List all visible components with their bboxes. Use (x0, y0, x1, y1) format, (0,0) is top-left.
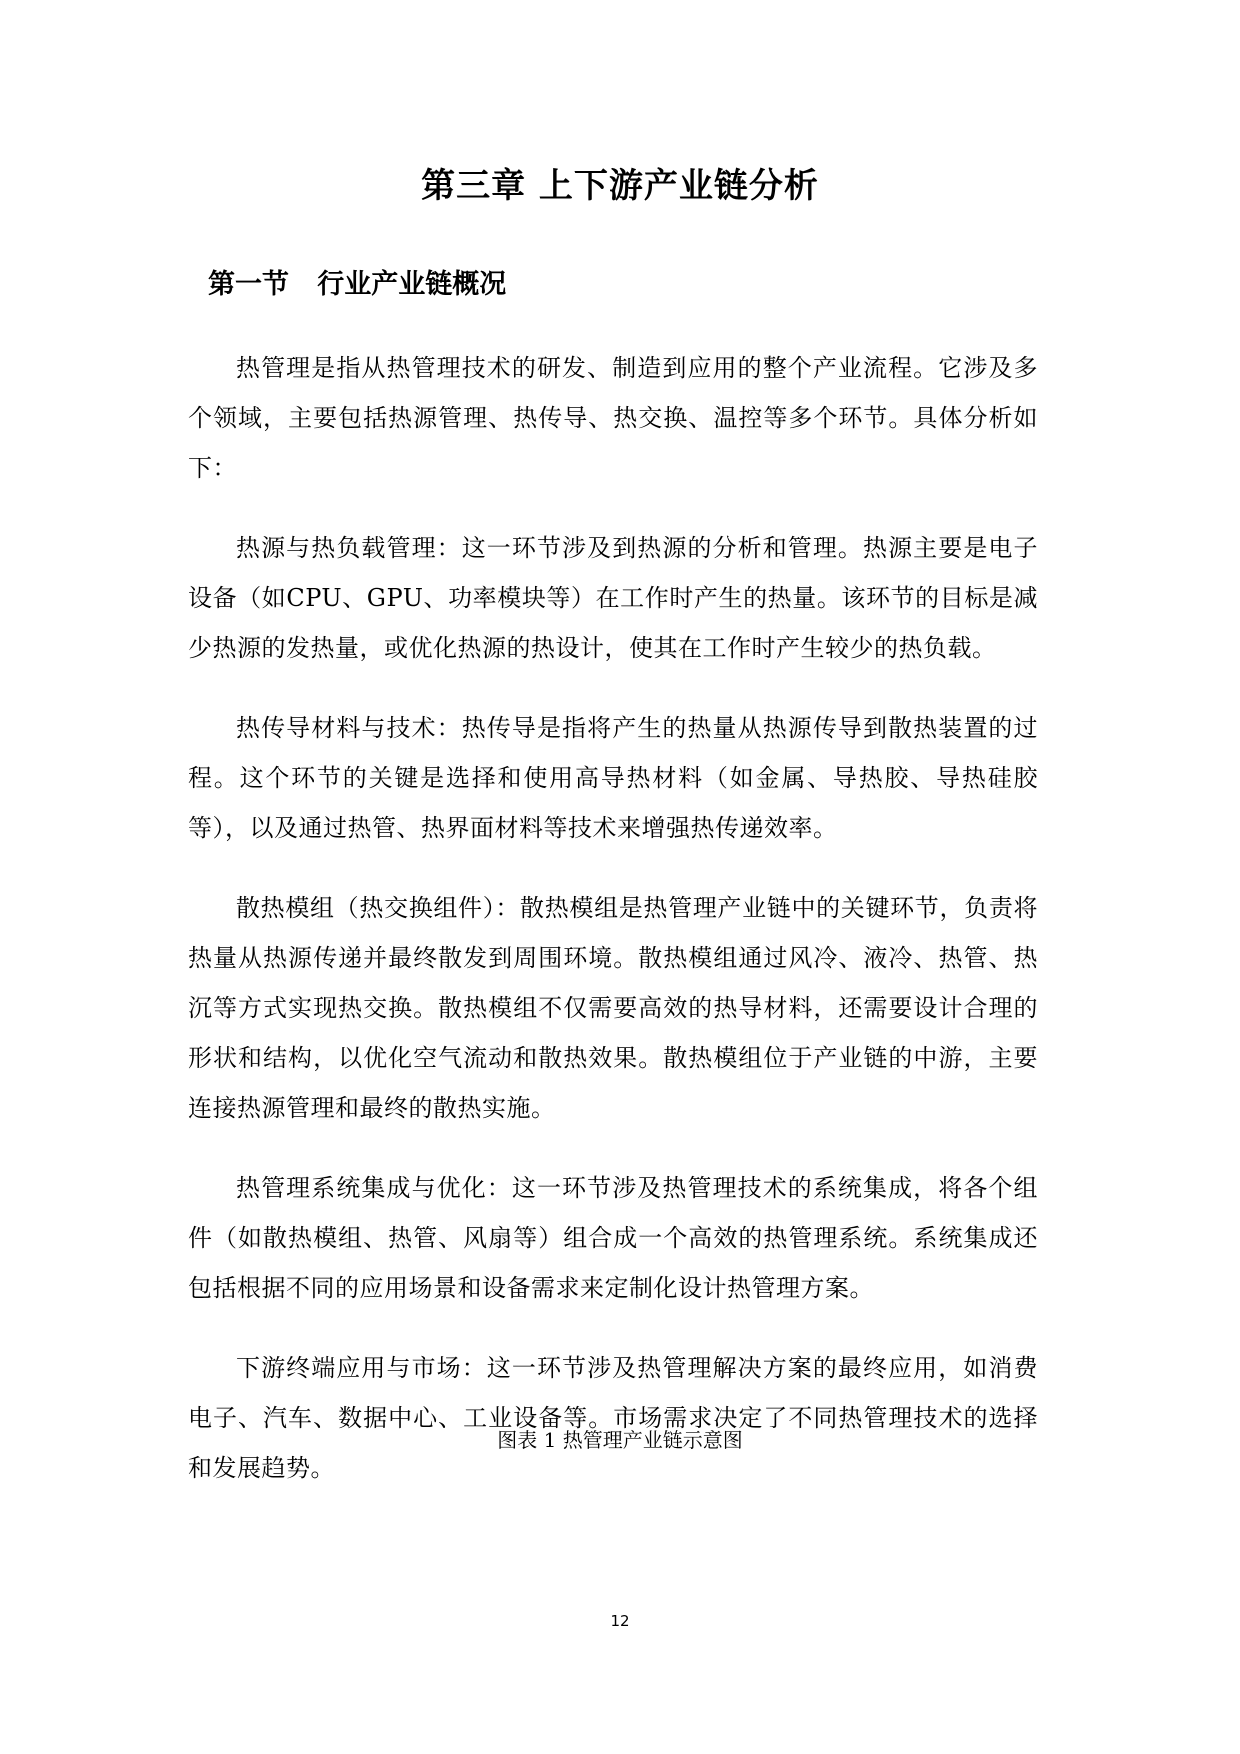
paragraph-heat-conduction: 热传导材料与技术：热传导是指将产生的热量从热源传导到散热装置的过程。这个环节的关键是选择和使用高导热材料（如金属、导热胶、导热硅胶等），以及通过热管、热界面材料等技术来增强热传递效率。 (188, 714, 1038, 842)
chapter-title: 第三章 上下游产业链分析 (421, 166, 819, 206)
paragraph-heat-dissipation-module: 散热模组（热交换组件）：散热模组是热管理产业链中的关键环节，负责将热量从热源传递并最终散发到周围环境。散热模组通过风冷、液冷、热管、热沉等方式实现热交换。散热模组不仅需要高效的热导材料，还需要设计合理的形状和结构，以优化空气流动和散热效果。散热模组位于产业链的中游，主要连接热源管理和最终的散热实施。 (188, 894, 1038, 1122)
paragraph-system-integration: 热管理系统集成与优化：这一环节涉及热管理技术的系统集成，将各个组件（如散热模组、热管、风扇等）组合成一个高效的热管理系统。系统集成还包括根据不同的应用场景和设备需求来定制化设计热管理方案。 (188, 1174, 1038, 1302)
paragraph-heat-source: 热源与热负载管理：这一环节涉及到热源的分析和管理。热源主要是电子设备（如CPU、GPU、功率模块等）在工作时产生的热量。该环节的目标是减少热源的发热量，或优化热源的热设计，使其在工作时产生较少的热负载。 (188, 534, 1038, 662)
page-number: 12 (610, 1612, 630, 1630)
section-title: 第一节 行业产业链概况 (208, 269, 507, 300)
figure-caption: 图表 1 热管理产业链示意图 (497, 1428, 743, 1452)
body-text (188, 343, 1038, 1523)
paragraph-downstream-applications: 下游终端应用与市场：这一环节涉及热管理解决方案的最终应用，如消费电子、汽车、数据中心、工业设备等。市场需求决定了不同热管理技术的选择和发展趋势。 (188, 1354, 1038, 1482)
paragraph-intro: 热管理是指从热管理技术的研发、制造到应用的整个产业流程。它涉及多个领域，主要包括热源管理、热传导、热交换、温控等多个环节。具体分析如下： (188, 354, 1038, 482)
